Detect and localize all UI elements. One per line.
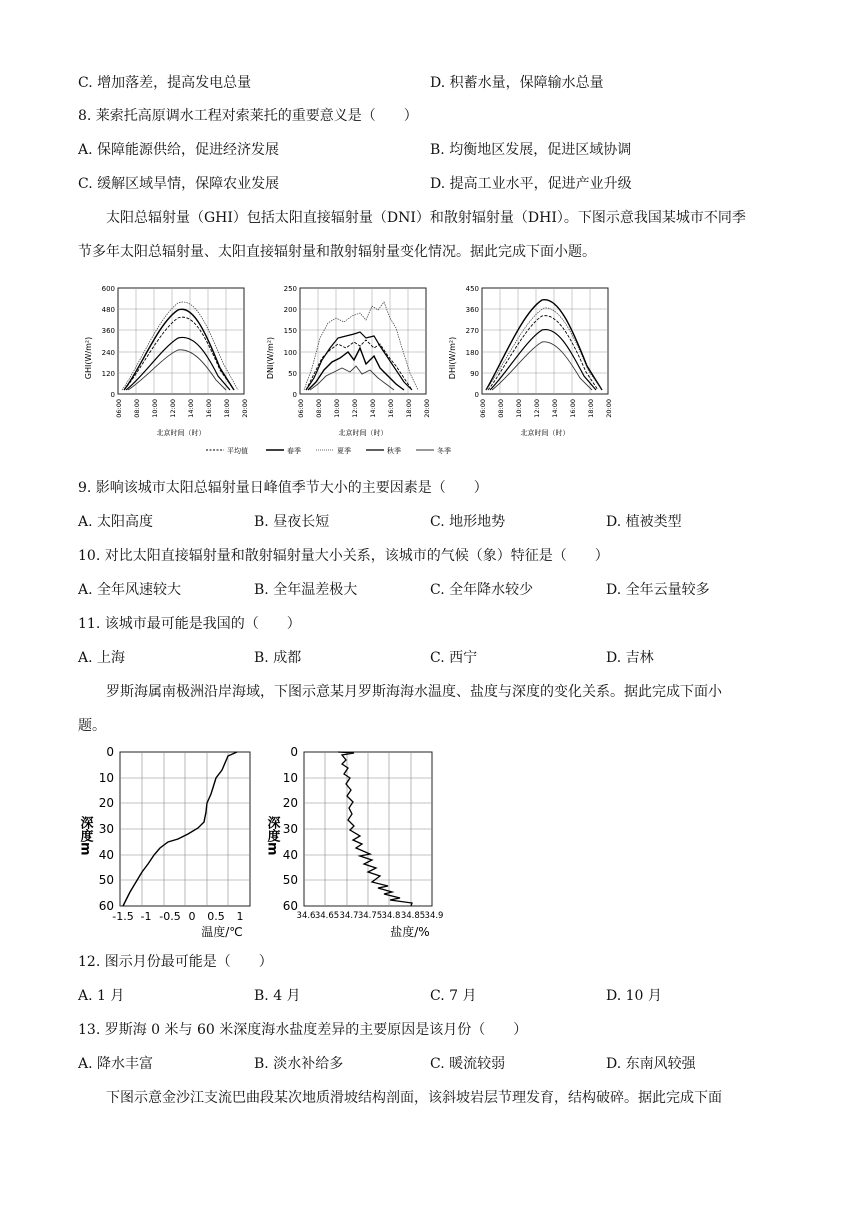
q8-stem: 8. 莱索托高原调水工程对索莱托的重要意义是（ ） [78,108,418,124]
q13-option-a: A. 降水丰富 [78,1056,154,1072]
q9-option-b: B. 昼夜长短 [254,514,330,530]
dni-xtick: 08:00 [315,399,323,418]
intro3-line1: 下图示意金沙江支流巴曲段某次地质滑坡结构剖面，该斜坡岩层节理发育，结构破碎。据此完成下面 [106,1090,722,1106]
q9-stem: 9. 影响该城市太阳总辐射量日峰值季节大小的主要因素是（ ） [78,480,488,496]
sal-ytick: 60 [282,899,298,913]
sal-xtick: 34.8 [381,911,401,921]
dhi-ytick: 450 [465,285,479,293]
temp-ytick: 30 [98,822,114,836]
legend-winter: 冬季 [437,447,451,455]
dhi-summer [486,308,602,390]
temp-xtick: -1 [140,910,152,923]
q11-stem: 11. 该城市最可能是我国的（ ） [78,616,301,632]
intro2-line1: 罗斯海属南极洲沿岸海域，下图示意某月罗斯海海水温度、盐度与深度的变化关系。据此完成下面小 [106,684,722,700]
sal-xtick: 34.65 [314,911,340,921]
dni-ytick: 50 [288,370,297,378]
ghi-xtick: 06:00 [115,399,123,418]
ghi-ylabel: GHI(W/m²) [84,336,93,380]
radiation-legend [206,446,451,455]
dni-autumn [306,332,412,390]
dhi-xtick: 20:00 [605,399,613,418]
dni-xtick: 10:00 [333,399,341,418]
dhi-xtick: 18:00 [587,399,595,418]
legend-average: 平均值 [227,447,248,455]
dni-average [306,340,412,390]
sal-ytick: 0 [290,745,298,759]
dhi-xtick: 08:00 [497,399,505,418]
sal-ylabel: 深度m [264,816,280,856]
q12-option-c: C. 7 月 [430,988,477,1004]
dni-ylabel: DNI(W/m²) [266,336,275,380]
dni-xtick: 06:00 [297,399,305,418]
dhi-xtick: 14:00 [551,399,559,418]
ghi-xtick: 10:00 [151,399,159,418]
q10-option-c: C. 全年降水较少 [430,582,534,598]
q9-option-d: D. 植被类型 [606,514,682,530]
dhi-xlabel: 北京时间（时） [520,429,570,437]
q12-option-b: B. 4 月 [254,988,301,1004]
ghi-ytick: 120 [101,370,115,378]
intro1-line1: 太阳总辐射量（GHI）包括太阳直接辐射量（DNI）和散射辐射量（DHI）。下图示意我国某城市不同季 [106,210,746,226]
dhi-xtick: 10:00 [515,399,523,418]
sal-ytick: 20 [282,796,298,810]
ghi-autumn [126,337,230,390]
salinity-panel [265,745,444,939]
sal-xtick: 34.85 [400,911,426,921]
sal-ytick: 30 [282,822,298,836]
sal-xtick: 34.7 [339,911,359,921]
q11-option-a: A. 上海 [78,650,126,666]
dhi-ytick: 90 [470,370,479,378]
temperature-panel [78,745,251,939]
temp-ylabel: 深度m [77,816,93,856]
dhi-ytick: 270 [465,327,479,335]
intro2-line2: 题。 [78,718,106,734]
dhi-ytick: 360 [465,306,479,314]
ghi-xtick: 14:00 [187,399,195,418]
temp-xtick: 0 [188,910,196,923]
ghi-xtick: 20:00 [241,399,249,418]
temp-ytick: 10 [98,771,114,785]
ghi-ytick: 480 [101,306,115,314]
dni-ytick: 250 [283,285,297,293]
dhi-panel [448,285,613,437]
dni-xtick: 12:00 [351,399,359,418]
legend-autumn: 秋季 [387,447,401,455]
dni-ytick: 200 [283,306,297,314]
ghi-ytick: 360 [101,327,115,335]
ghi-panel [84,285,249,437]
temp-ytick: 50 [98,873,114,887]
temp-xtick: -1.5 [112,910,134,923]
q7-option-d: D. 积蓄水量，保障输水总量 [430,75,604,91]
q8-option-d: D. 提高工业水平，促进产业升级 [430,176,632,192]
q13-option-c: C. 暖流较弱 [430,1056,506,1072]
q10-option-d: D. 全年云量较多 [606,582,710,598]
q9-option-c: C. 地形地势 [430,514,506,530]
q11-option-c: C. 西宁 [430,650,478,666]
sal-xtick: 34.75 [357,911,383,921]
dni-xtick: 20:00 [423,399,431,418]
dni-spring [308,348,404,390]
ghi-xtick: 12:00 [169,399,177,418]
dhi-xtick: 12:00 [533,399,541,418]
q8-option-c: C. 缓解区域旱情，保障农业发展 [78,176,280,192]
ghi-xtick: 18:00 [223,399,231,418]
q9-option-a: A. 太阳高度 [78,514,154,530]
sal-xtick: 34.9 [424,911,444,921]
ghi-xtick: 08:00 [133,399,141,418]
dni-xtick: 14:00 [369,399,377,418]
ghi-xtick: 16:00 [205,399,213,418]
temp-ytick: 20 [98,796,114,810]
q7-option-c: C. 增加落差，提高发电总量 [78,75,252,91]
dni-ytick: 0 [292,391,297,399]
dhi-xtick: 06:00 [479,399,487,418]
temp-ytick: 60 [98,899,114,913]
radiation-figure [78,278,638,458]
sal-xlabel: 盐度/% [390,925,430,939]
dhi-ylabel: DHI(W/m²) [448,336,457,380]
ghi-winter [128,350,226,390]
q12-option-d: D. 10 月 [606,988,662,1004]
dni-panel [266,285,431,437]
dni-ytick: 150 [283,327,297,335]
intro1-line2: 节多年太阳总辐射量、太阳直接辐射量和散射辐射量变化情况。据此完成下面小题。 [78,244,596,260]
dhi-xtick: 16:00 [569,399,577,418]
ghi-xlabel: 北京时间（时） [156,429,206,437]
ghi-ytick: 600 [101,285,115,293]
q12-option-a: A. 1 月 [78,988,125,1004]
ghi-ytick: 240 [101,349,115,357]
temp-xlabel: 温度/℃ [201,925,243,939]
sal-ytick: 50 [282,873,298,887]
temp-xtick: 1 [236,910,244,923]
q11-option-b: B. 成都 [254,650,302,666]
ghi-average [124,317,234,390]
dni-xlabel: 北京时间（时） [338,429,388,437]
q8-option-a: A. 保障能源供给，促进经济发展 [78,142,280,158]
ross-sea-figure [70,742,460,942]
q10-option-a: A. 全年风速较大 [78,582,182,598]
sal-xtick: 34.6 [296,911,316,921]
q8-option-b: B. 均衡地区发展，促进区域协调 [430,142,632,158]
dhi-ytick: 180 [465,349,479,357]
q13-option-d: D. 东南风较强 [606,1056,696,1072]
temp-xtick: 0.5 [207,910,225,923]
q11-option-d: D. 吉林 [606,650,654,666]
dni-xtick: 18:00 [405,399,413,418]
temp-xtick: -0.5 [159,910,181,923]
q10-stem: 10. 对比太阳直接辐射量和散射辐射量大小关系，该城市的气候（象）特征是（ ） [78,548,609,564]
temp-ytick: 40 [98,848,114,862]
q13-stem: 13. 罗斯海 0 米与 60 米深度海水盐度差异的主要原因是该月份（ ） [78,1022,528,1038]
dni-xtick: 16:00 [387,399,395,418]
sal-ytick: 40 [282,848,298,862]
q12-stem: 12. 图示月份最可能是（ ） [78,954,273,970]
dni-ytick: 100 [283,349,297,357]
q10-option-b: B. 全年温差极大 [254,582,358,598]
temp-ytick: 0 [106,745,114,759]
q13-option-b: B. 淡水补给多 [254,1056,344,1072]
dhi-ytick: 0 [474,391,479,399]
ghi-ytick: 0 [110,391,115,399]
legend-spring: 春季 [287,447,301,455]
legend-summer: 夏季 [337,447,351,455]
sal-ytick: 10 [282,771,298,785]
